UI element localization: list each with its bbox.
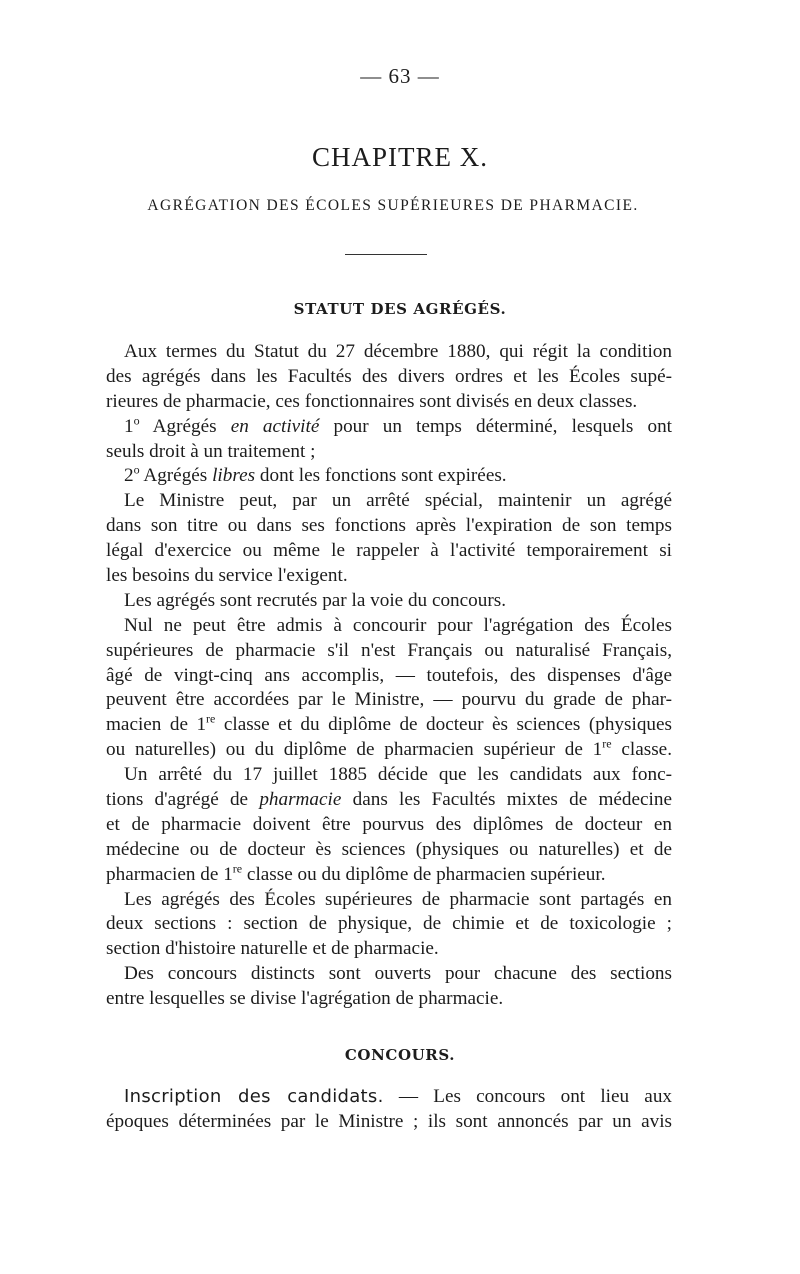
text-line: Un arrêté du 17 juillet 1885 décide que les candidats aux fonc- [124, 764, 672, 786]
text-line: entre lesquelles se divise l'agrégation de pharmacie. [106, 988, 504, 1010]
ordinal-suffix: re [232, 861, 243, 876]
text-line: Aux termes du Statut du 27 décembre 1880, qui régit la condition [124, 341, 672, 362]
text-line: Des concours distincts sont ouverts pour chacune des sections [124, 963, 672, 985]
section-heading-concours: CONCOURS. [344, 1046, 456, 1064]
text-line: peuvent être accordées par le Ministre, — pourvu du grade de phar- [106, 689, 672, 711]
section-divider [345, 254, 427, 255]
italic-run: libres [212, 465, 256, 487]
text-line: des agrégés dans les Facultés des divers ordres et les Écoles supé- [106, 365, 672, 387]
text-run: — Les concours ont lieu aux [383, 1086, 673, 1107]
text-line: et de pharmacie doivent être pourvus des diplômes de docteur en [106, 813, 672, 835]
text-line [106, 738, 672, 763]
text-line: âgé de vingt-cinq ans accomplis, — toutefois, des dispenses d'âge [106, 664, 672, 686]
text-line [106, 415, 672, 440]
text-line: époques déterminées par le Ministre ; ils sont annoncés par un avis [106, 1110, 672, 1132]
text-line [106, 1085, 672, 1110]
text-run: Agrégés [143, 465, 208, 487]
text-run: tions d'agrégé de [106, 789, 249, 811]
text-line [106, 863, 672, 888]
statut-body [106, 340, 672, 1012]
text-run: dans les Facultés mixtes de médecine [352, 789, 672, 811]
text-line: Les agrégés des Écoles supérieures de pharmacie sont partagés en [124, 888, 672, 910]
text-run: classe et du diplôme de docteur ès sciences (physiques [223, 714, 672, 736]
ordinal-number: 1 [124, 415, 134, 437]
text-line: rieures de pharmacie, ces fonctionnaires sont divisés en deux classes. [106, 390, 638, 412]
chapter-title: CHAPITRE X. [311, 142, 488, 172]
text-run: pharmacien de 1 [106, 863, 233, 885]
text-line: médecine ou de docteur ès sciences (physiques ou naturelles) et de [106, 838, 672, 860]
text-line [106, 713, 672, 738]
run-in-heading: Inscription des candidats. [124, 1086, 384, 1107]
section-heading-statut: STATUT DES AGRÉGÉS. [293, 300, 507, 318]
text-line: Le Ministre peut, par un arrêté spécial, maintenir un agrégé [124, 490, 672, 512]
chapter-subtitle: AGRÉGATION DES ÉCOLES SUPÉRIEURES DE PHARMACIE. [147, 197, 639, 214]
text-line: Nul ne peut être admis à concourir pour l'agrégation des Écoles [124, 614, 672, 636]
text-line: les besoins du service l'exigent. [106, 565, 348, 587]
text-run: classe ou du diplôme de pharmacien supérieur. [246, 863, 606, 885]
ordinal-suffix: o [133, 463, 140, 478]
italic-run: en activité [230, 415, 320, 437]
ordinal-number: 2 [124, 465, 134, 487]
text-line [106, 788, 672, 813]
text-line: dans son titre ou dans ses fonctions après l'expiration de son temps [106, 515, 672, 537]
text-line: Les agrégés sont recrutés par la voie du concours. [124, 589, 507, 611]
text-run: dont les fonctions sont expirées. [259, 465, 507, 487]
page-number: — 63 — [360, 64, 440, 88]
concours-body [106, 1085, 672, 1135]
text-line: section d'histoire naturelle et de pharmacie. [106, 938, 439, 960]
text-run: macien de 1 [106, 714, 207, 736]
ordinal-suffix: o [133, 413, 140, 428]
ordinal-suffix: re [206, 711, 216, 726]
text-line: légal d'exercice ou même le rappeler à l'activité temporairement si [106, 540, 672, 562]
text-run: classe. [621, 739, 672, 761]
text-line [106, 464, 672, 489]
text-line: seuls droit à un traitement ; [106, 440, 316, 462]
text-line: supérieures de pharmacie s'il n'est Français ou naturalisé Français, [106, 639, 672, 661]
text-run: Agrégés [152, 415, 217, 437]
ordinal-suffix: re [602, 736, 612, 751]
text-run: pour un temps déterminé, lesquels ont [333, 415, 673, 437]
italic-run: pharmacie [259, 789, 342, 811]
text-line: deux sections : section de physique, de chimie et de toxicologie ; [106, 913, 672, 935]
text-run: ou naturelles) ou du diplôme de pharmacien supérieur de 1 [106, 739, 603, 761]
